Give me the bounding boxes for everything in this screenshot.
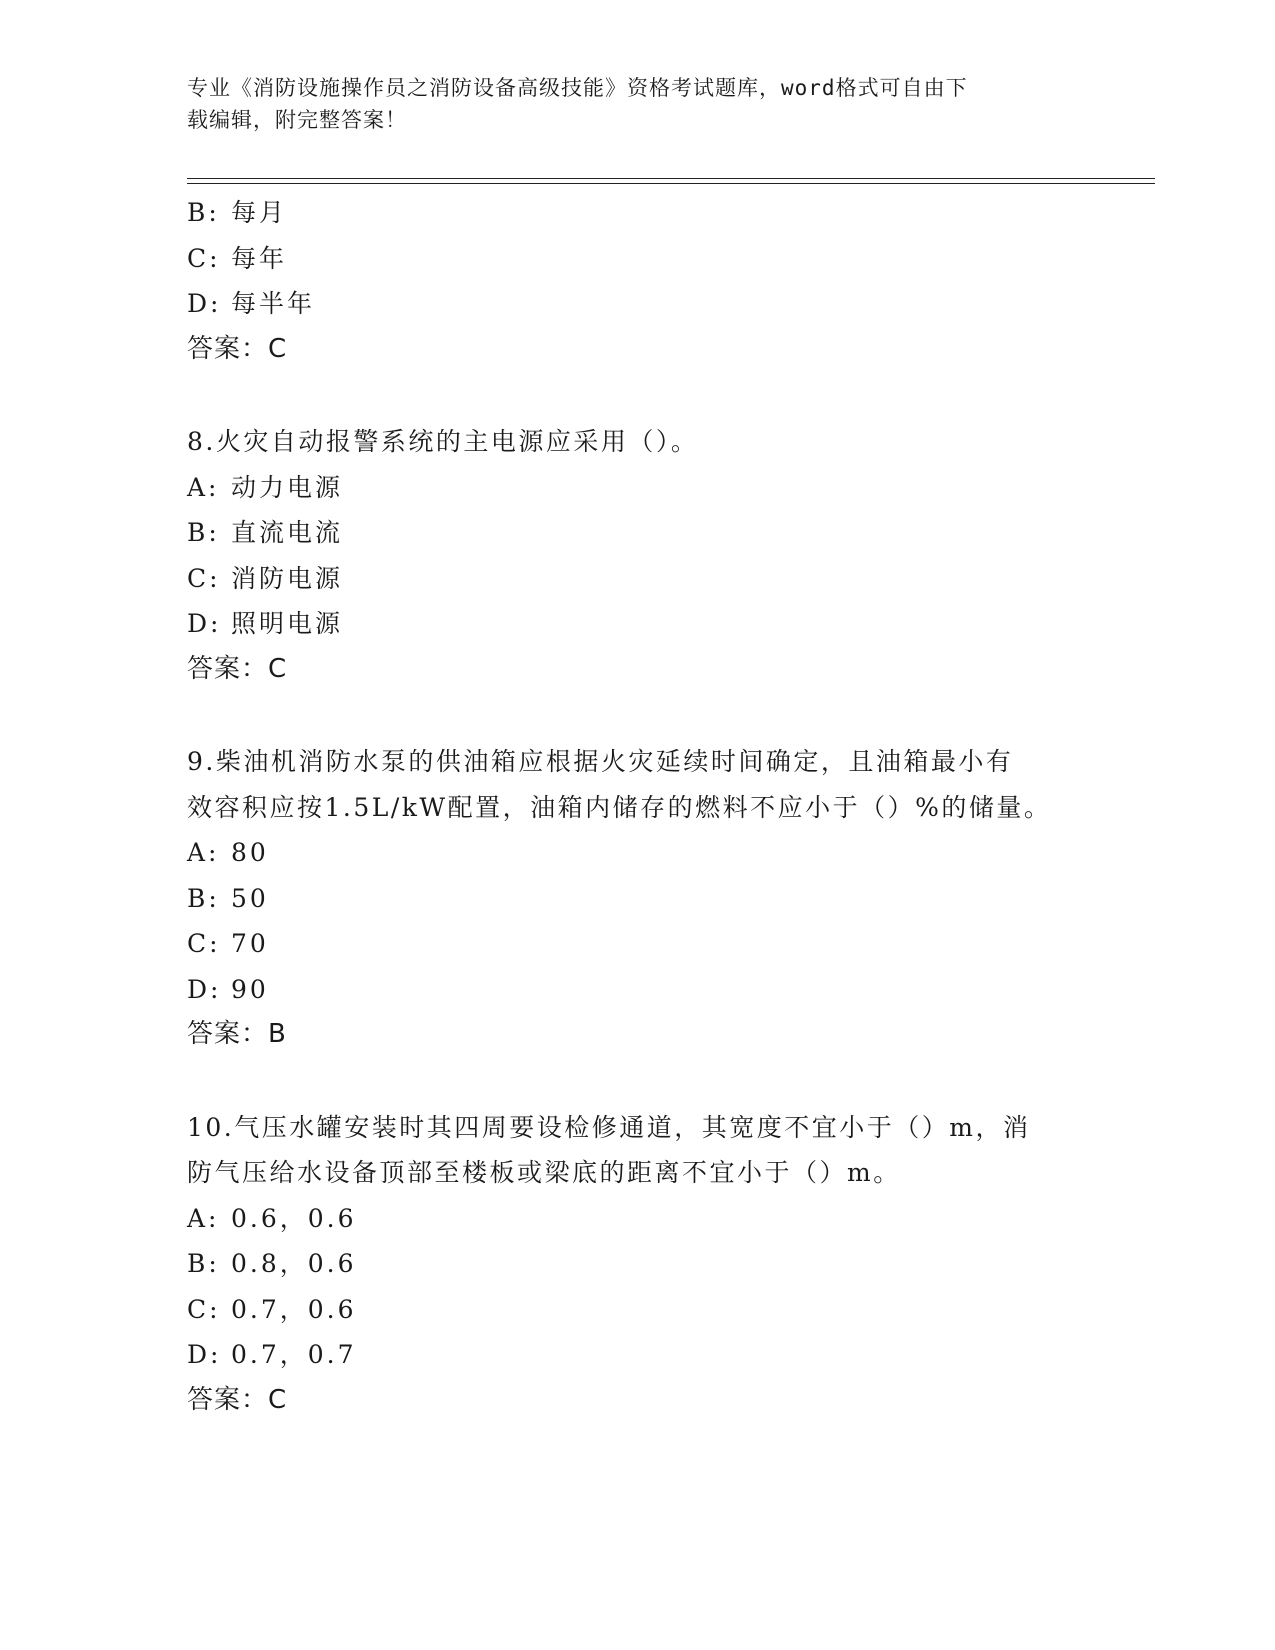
question-7-tail [187,190,1087,372]
option-text: 80 [231,838,269,867]
option-text: 直流电流 [231,518,344,547]
answer-line: 答案：C [187,653,288,684]
answer-line: 答案：B [187,1019,287,1049]
option-a [187,830,1087,876]
option-c [187,921,1087,967]
option-label: B: [187,1249,220,1278]
option-text: 50 [231,883,269,913]
option-text: 0.7，0.6 [231,1294,357,1324]
option-label: B: [187,198,220,227]
question-text-line-2: 效容积应按1.5L/kW配置，油箱内储存的燃料不应小于（）%的储量。 [187,792,1052,822]
option-text: 0.7，0.7 [231,1340,357,1369]
option-text: 消防电源 [231,563,344,593]
option-a [187,465,1087,511]
option-c [187,1287,1087,1333]
option-d [187,281,1087,327]
option-label: C: [187,563,221,593]
option-d [187,967,1087,1013]
option-label: A: [187,838,220,867]
option-label: B: [187,883,220,913]
option-label: C: [187,1294,221,1324]
spacer [187,1058,1087,1105]
spacer [187,372,1087,419]
question-text: 8.火灾自动报警系统的主电源应采用（）。 [187,427,699,456]
question-text-line-1: 9.柴油机消防水泵的供油箱应根据火灾延续时间确定，且油箱最小有 [187,747,1014,776]
question-10 [187,1105,1087,1424]
spacer [187,692,1087,739]
header-line-2: 载编辑，附完整答案！ [187,108,407,132]
option-c [187,556,1087,602]
option-label: D: [187,289,222,318]
option-text: 动力电源 [231,472,344,502]
option-a [187,1196,1087,1242]
option-text: 每半年 [231,289,316,318]
option-text: 每月 [231,198,288,227]
option-label: A: [187,472,220,502]
question-8 [187,419,1087,692]
option-text: 90 [231,974,269,1004]
option-label: D: [187,609,222,638]
option-label: B: [187,518,220,547]
option-text: 0.8，0.6 [231,1249,357,1278]
option-text: 70 [231,929,269,958]
question-text-line-2: 防气压给水设备顶部至楼板或梁底的距离不宜小于（）m。 [187,1158,901,1187]
option-d [187,1332,1087,1378]
answer-line: 答案：C [187,333,288,364]
option-b [187,1241,1087,1287]
document-header [187,72,1067,136]
option-label: C: [187,243,221,273]
option-text: 每年 [231,243,288,273]
option-d [187,601,1087,647]
option-b [187,876,1087,922]
header-line-1: 专业《消防设施操作员之消防设备高级技能》资格考试题库，word格式可自由下 [187,76,968,100]
option-b [187,510,1087,556]
question-text-line-1: 10.气压水罐安装时其四周要设检修通道，其宽度不宜小于（）m，消 [187,1112,1031,1142]
option-label: C: [187,929,221,958]
answer-line: 答案：C [187,1384,288,1415]
option-text: 0.6，0.6 [231,1203,357,1233]
question-9 [187,739,1087,1058]
header-divider-bottom [187,183,1155,184]
header-divider-top [187,178,1155,179]
option-b [187,190,1087,236]
option-label: D: [187,1340,222,1369]
option-label: D: [187,974,222,1004]
question-list [187,190,1087,1423]
option-text: 照明电源 [231,609,344,638]
option-label: A: [187,1203,220,1233]
option-c [187,236,1087,282]
